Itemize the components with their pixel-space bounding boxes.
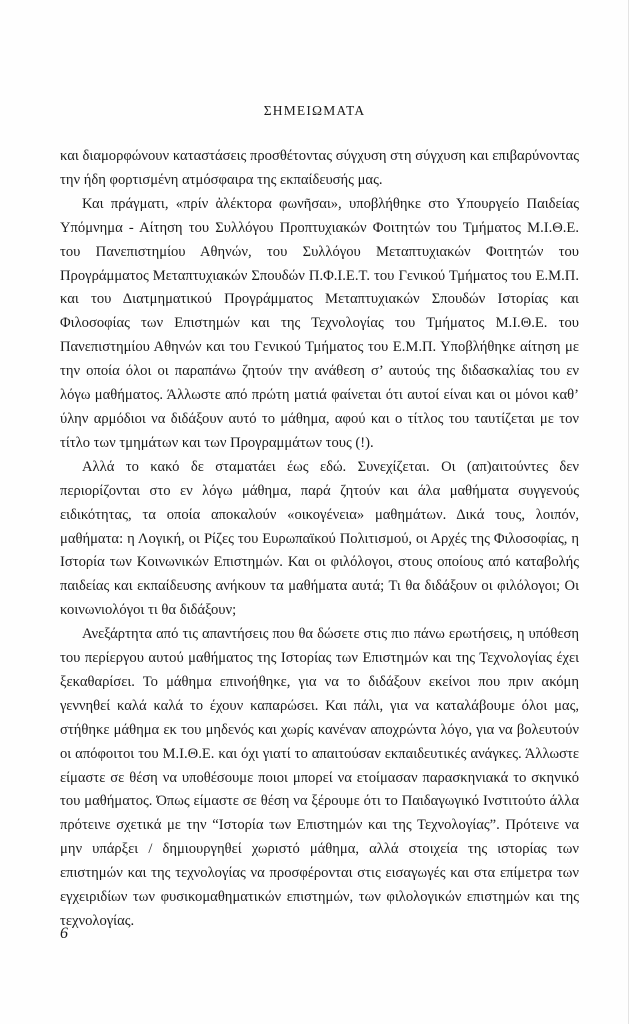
paragraph: Ανεξάρτητα από τις απαντήσεις που θα δώσετε στις πιο πάνω ερωτήσεις, η υπόθεση του περίεργου αυτού μαθήματος της Ιστορίας των Επιστημών και της Τεχνολογίας έχει ξεκαθαρίσει. Το μάθημα επινοήθηκε, για να το διδάξουν εκείνοι που πριν ακόμη γεννηθεί καλά καλά το έχουν καπαρώσει. Και πάλι, για να καταλάβουμε όλοι μας, στήθηκε μάθημα εκ του μηδενός και χωρίς κανέναν αποχρώντα λόγο, για να βολευτούν οι απόφοιτοι του Μ.Ι.Θ.Ε. και όχι γιατί το απαιτούσαν εκπαιδευτικές ανάγκες. Άλλωστε είμαστε σε θέση να υποθέσουμε ποιοι μπορεί να ετοίμασαν παρασκηνιακά το σκηνικό του μαθήματος. Όπως είμαστε σε θέση να ξέρουμε ότι το Παιδαγωγικό Ινστιτούτο άλλα πρότεινε σχετικά με την “Ιστορία των Επιστημών και της Τεχνολογίας”. Πρότεινε να μην υπάρξει / δημιουργηθεί χωριστό μάθημα, αλλά στοιχεία της ιστορίας των επιστημών και της τεχνολογίας να προσφέρονται στις εισαγωγές και στα επίμετρα των εγχειριδίων των φυσικομαθηματικών επιστημών, των φιλολογικών επιστημών και της τεχνολογίας. xyxy=(60,626,579,929)
running-head: ΣΗΜΕΙΩΜΑΤΑ xyxy=(263,103,366,118)
paragraph: Και πράγματι, «πρίν ἀλέκτορα φωνῆσαι», υποβλήθηκε στο Υπουργείο Παιδείας Υπόμνημα - Αίτηση του Συλλόγου Προπτυχιακών Φοιτητών του Τμήματος Μ.Ι.Θ.Ε. του Πανεπιστημίου Αθηνών, του Συλλόγου Μεταπτυχιακών Φοιτητών του Προγράμματος Μεταπτυχιακών Σπουδών Π.Φ.Ι.Ε.Τ. του Γενικού Τμήματος του Ε.Μ.Π. και του Διατμηματικού Προγράμματος Μεταπτυχιακών Σπουδών Ιστορίας και Φιλοσοφίας των Επιστημών και της Τεχνολογίας του Τμήματος Μ.Ι.Θ.Ε. του Πανεπιστημίου Αθηνών και του Γενικού Τμήματος του Ε.Μ.Π. Υποβλήθηκε αίτηση με την οποία όλοι οι παραπάνω ζητούν την ανάθεση σ’ αυτούς της διδασκαλίας του εν λόγω μαθήματος. Άλλωστε από πρώτη ματιά φαίνεται ότι αυτοί είναι και οι μόνοι καθ’ ύλην αρμόδιοι να διδάξουν αυτό το μάθημα, αφού και ο τίτλος του ταυτίζεται με τον τίτλο των τμημάτων και των Προγραμμάτων τους (!). xyxy=(60,195,579,451)
paragraph-continued: και διαμορφώνουν καταστάσεις προσθέτοντας σύγχυση στη σύγχυση και επιβαρύνοντας την ήδη φορτισμένη ατμόσφαιρα της εκπαίδευσής μας. xyxy=(60,148,579,188)
page-number: 6 xyxy=(60,925,68,942)
body-text xyxy=(60,145,579,934)
paragraph: Αλλά το κακό δε σταματάει έως εδώ. Συνεχίζεται. Οι (απ)αιτούντες δεν περιορίζονται στο εν λόγω μάθημα, παρά ζητούν και άλα μαθήματα συγγενούς ειδικότητας, τα οποία αποκαλούν «οικογένεια» μαθημάτων. Δικά τους, λοιπόν, μαθήματα: η Λογική, οι Ρίζες του Ευρωπαϊκού Πολιτισμού, οι Αρχές της Φιλοσοφίας, η Ιστορία των Κοινωνικών Επιστημών. Και οι φιλόλογοι, στους οποίους από καταβολής παιδείας και εκπαίδευσης ανήκουν τα μαθήματα αυτά; Τι θα διδάξουν οι φιλόλογοι; Οι κοινωνιολόγοι τι θα διδάξουν; xyxy=(60,458,579,619)
